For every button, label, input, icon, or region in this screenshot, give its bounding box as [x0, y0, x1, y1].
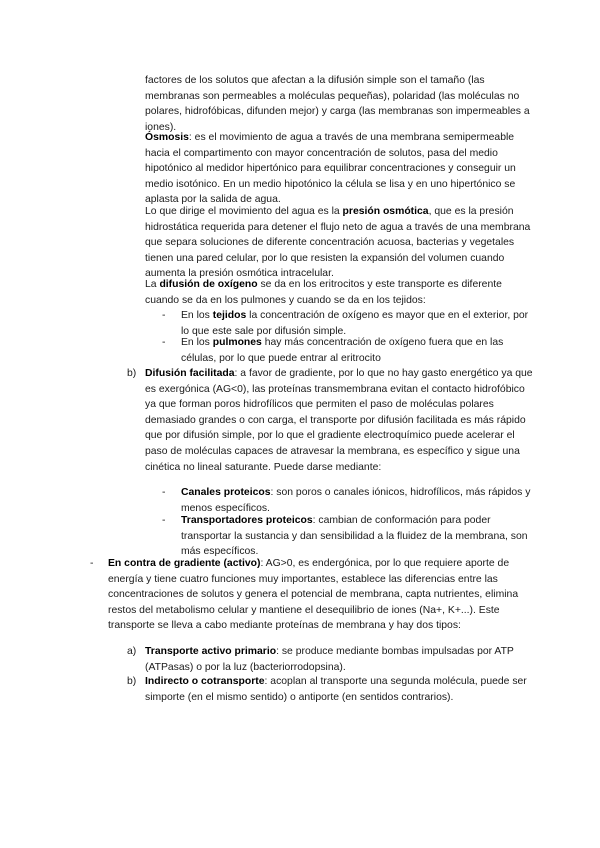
tejidos-pre: En los — [181, 310, 213, 321]
primario-text: : se produce mediante bombas impulsadas por ATP (ATPasas) o por la luz (bacteriorrodopsina). — [145, 646, 514, 673]
facilitada-term: Difusión facilitada — [145, 368, 235, 379]
contra-term: En contra de gradiente (activo) — [108, 558, 261, 569]
transporte-primario-item — [145, 644, 537, 675]
contra-gradiente-paragraph — [108, 556, 538, 634]
difusion-facilitada-paragraph — [145, 366, 537, 475]
bullet-dash: - — [162, 515, 166, 526]
cotransporte-item — [145, 674, 537, 705]
tejidos-term: tejidos — [212, 310, 247, 321]
canales-item — [181, 485, 539, 516]
list-label-a: a) — [127, 646, 137, 657]
contra-text: : AG>0, es endergónica, por lo que requiere aporte de energía y tiene cuatro funciones muy importantes, establece las diferencias entre las concentraciones de solutos y genera el potencial de membrana, capta nutrientes, elimina restos del metabolismo celular y mantiene el desequilibrio de iones (Na+, K+...). Este transporte se lleva a cabo mediante proteínas de membrana y hay dos tipos: — [108, 558, 519, 632]
osmosis-term: Ósmosis — [145, 132, 189, 143]
transportadores-text: : cambian de conformación para poder transportar la sustancia y dan sensibilidad a la fluidez de la membrana, son más específicos. — [181, 515, 528, 558]
bullet-dash: - — [162, 337, 166, 348]
cotransporte-term: Indirecto o cotransporte — [145, 676, 265, 687]
osmosis-paragraph — [145, 130, 537, 208]
canales-text: : son poros o canales iónicos, hidrofílicos, más rápidos y menos específicos. — [181, 487, 531, 514]
presion-osmotica-paragraph — [145, 204, 537, 282]
transportadores-item — [181, 513, 539, 560]
canales-term: Canales proteicos — [181, 487, 271, 498]
bullet-dash: - — [162, 487, 166, 498]
transportadores-term: Transportadores proteicos — [181, 515, 313, 526]
list-label-b: b) — [127, 368, 137, 379]
difusion-oxigeno-pre: La — [145, 279, 160, 290]
primario-term: Transporte activo primario — [145, 646, 277, 657]
intro-paragraph: factores de los solutos que afectan a la difusión simple son el tamaño (las membranas son permeables a moléculas pequeñas), polaridad (las moléculas no polares, hidrofóbicas, difunden mejor) y carga (las membranas son impermeables a iones). — [145, 75, 530, 133]
difusion-oxigeno-term: difusión de oxígeno — [159, 279, 258, 290]
bullet-dash: - — [162, 310, 166, 321]
presion-post: , que es la presión hidrostática requerida para detener el flujo neto de agua a través de una membrana que separa soluciones de diferente concentración acuosa, bacterias y vegetales tienen una pared celular, por lo que resisten la expansión del volumen cuando aumenta la presión osmótica intracelular. — [145, 206, 531, 280]
osmosis-text: : es el movimiento de agua a través de una membrana semipermeable hacia el compartimento con mayor concentración de solutos, pasa del medio hipotónico al medidor hipertónico para equilibrar concentraciones y conseguir un medio isotónico. En un medio hipotónico la célula se lisa y en uno hipertónico se aplasta por la salida de agua. — [145, 132, 516, 206]
presion-pre: Lo que dirige el movimiento del agua es la — [145, 206, 343, 217]
pulmones-term: pulmones — [212, 337, 262, 348]
pulmones-item — [181, 335, 539, 366]
difusion-oxigeno-post: se da en los eritrocitos y este transporte es diferente cuando se da en los pulmones y cuando se da en los tejidos: — [145, 279, 502, 306]
pulmones-pre: En los — [181, 337, 213, 348]
list-label-b2: b) — [127, 676, 137, 687]
cotransporte-text: : acoplan al transporte una segunda molécula, puede ser simporte (en el mismo sentido) o antiporte (en sentidos contrarios). — [145, 676, 527, 703]
presion-term: presión osmótica — [342, 206, 429, 217]
tejidos-post: la concentración de oxígeno es mayor que en el exterior, por lo que este sale por difusión simple. — [181, 310, 529, 337]
difusion-oxigeno-paragraph — [145, 277, 537, 308]
bullet-dash: - — [90, 558, 94, 569]
pulmones-post: hay más concentración de oxígeno fuera que en las células, por lo que puede entrar al eritrocito — [181, 337, 504, 364]
facilitada-text: : a favor de gradiente, por lo que no hay gasto energético ya que es exergónica (AG<0), las proteínas transmembrana evitan el contacto hidrofóbico ya que forman poros hidrofílicos que permiten el paso de moléculas polares demasiado grandes o con carga, el transporte por difusión facilitada es más rápido que por difusión simple, por lo que el gradiente electroquímico puede acelerar el paso de moléculas capaces de atravesar la membrana, es específico y sigue una cinética no lineal saturante. Puede darse mediante: — [145, 368, 533, 473]
